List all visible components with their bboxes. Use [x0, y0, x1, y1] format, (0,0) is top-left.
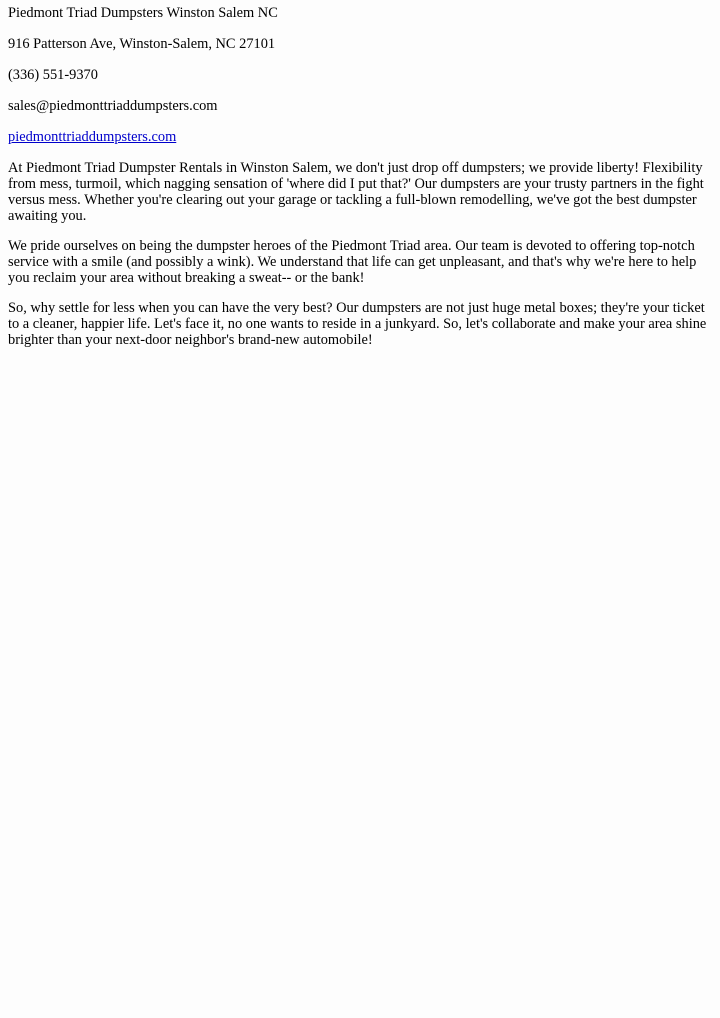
website-line [8, 129, 712, 145]
business-address: 916 Patterson Ave, Winston-Salem, NC 27101 [8, 36, 276, 52]
paragraph-intro: At Piedmont Triad Dumpster Rentals in Winston Salem, we don't just drop off dumpsters; we provide liberty! Flexibility from mess, turmoil, which nagging sensation of 'where did I put that?' Our dumpsters are your trusty partners in the fight versus mess. Whether you're clearing out your garage or tackling a full-blown remodelling, we've got the best dumpster awaiting you. [8, 160, 704, 224]
business-phone: (336) 551-9370 [8, 67, 98, 83]
business-email: sales@piedmonttriaddumpsters.com [8, 98, 218, 114]
paragraph-closing: So, why settle for less when you can have the very best? Our dumpsters are not just huge metal boxes; they're your ticket to a cleaner, happier life. Let's face it, no one wants to reside in a junkyard. So, let's collaborate and make your area shine brighter than your next-door neighbor's brand-new automobile! [8, 300, 707, 348]
business-name: Piedmont Triad Dumpsters Winston Salem NC [8, 5, 278, 21]
paragraph-team: We pride ourselves on being the dumpster heroes of the Piedmont Triad area. Our team is devoted to offering top-notch service with a smile (and possibly a wink). We understand that life can get unpleasant, and that's why we're here to help you reclaim your area without breaking a sweat-- or the bank! [8, 238, 697, 286]
website-link[interactable]: piedmonttriaddumpsters.com [8, 129, 177, 145]
